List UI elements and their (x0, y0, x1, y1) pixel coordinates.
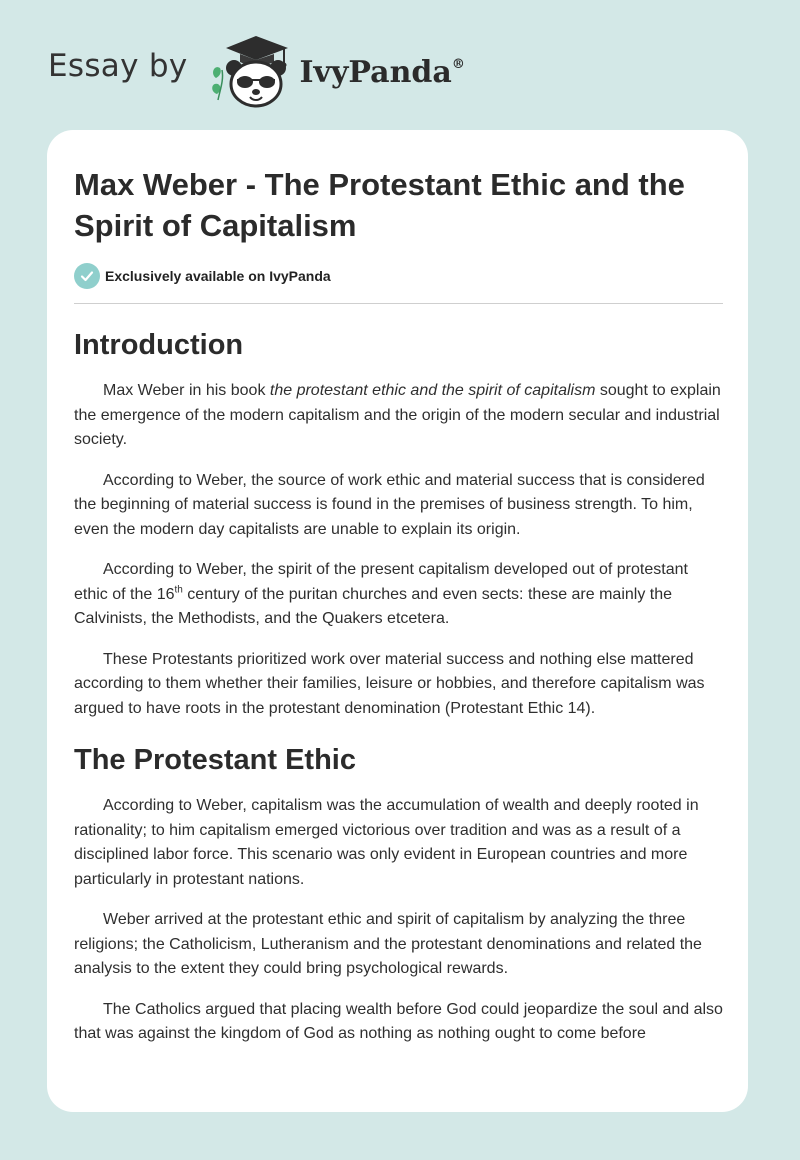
registered-mark: ® (451, 56, 465, 72)
section-heading-protestant-ethic: The Protestant Ethic (74, 744, 356, 776)
brand-name (300, 55, 465, 90)
exclusive-badge (74, 263, 331, 289)
page-title: Max Weber - The Protestant Ethic and the Spirit of Capitalism (74, 167, 685, 243)
ivypanda-logo-icon[interactable] (206, 30, 296, 110)
paragraph-text: sought to explain the emergence of the modern capitalism and the origin of the modern secular and industrial society. (74, 382, 721, 448)
paragraph: These Protestants prioritized work over material success and nothing else mattered according to them whether their families, leisure or hobbies, and therefore capitalism was argued to have roots in the protestant denomination (Protestant Ethic 14). (74, 650, 705, 717)
paragraph (74, 379, 723, 453)
brand-text: IvyPanda (299, 54, 452, 90)
paragraph-text: century of the puritan churches and even sects: these are mainly the Calvinists, the Methodists, and the Quakers etcetera. (74, 585, 673, 627)
essay-by-label: Essay by (48, 48, 188, 84)
check-icon (74, 263, 100, 289)
paragraph: Weber arrived at the protestant ethic and spirit of capitalism by analyzing the three religions; the Catholicism, Lutheranism and the protestant denominations and related the analysis to the extent they could bring psychological rewards. (74, 911, 702, 977)
ordinal-suffix: th (174, 584, 183, 596)
essay-card (47, 130, 748, 1112)
paragraph-text: According to Weber, the spirit of the present capitalism developed out of protestant ethic of the 16 (74, 561, 688, 603)
paragraph (74, 558, 723, 632)
book-title: the protestant ethic and the spirit of capitalism (269, 382, 596, 399)
article-body (74, 323, 723, 1063)
section-heading-introduction: Introduction (74, 329, 244, 361)
exclusive-label: Exclusively available on IvyPanda (105, 268, 331, 284)
paragraph: According to Weber, capitalism was the accumulation of wealth and deeply rooted in rationality; to him capitalism emerged victorious over tradition and was as a result of a disciplined labor force. This scenario was only evident in European countries and more particularly in protestant nations. (74, 797, 699, 888)
site-header (48, 30, 465, 110)
divider (74, 303, 723, 304)
paragraph: The Catholics argued that placing wealth before God could jeopardize the soul and also that was against the kingdom of God as nothing as nothing ought to come before (74, 1000, 723, 1042)
paragraph: According to Weber, the source of work ethic and material success that is considered the beginning of material success is found in the premises of business strength. To him, even the modern day capitalists are unable to explain its origin. (74, 471, 705, 538)
paragraph-text: Max Weber in his book (103, 382, 270, 399)
